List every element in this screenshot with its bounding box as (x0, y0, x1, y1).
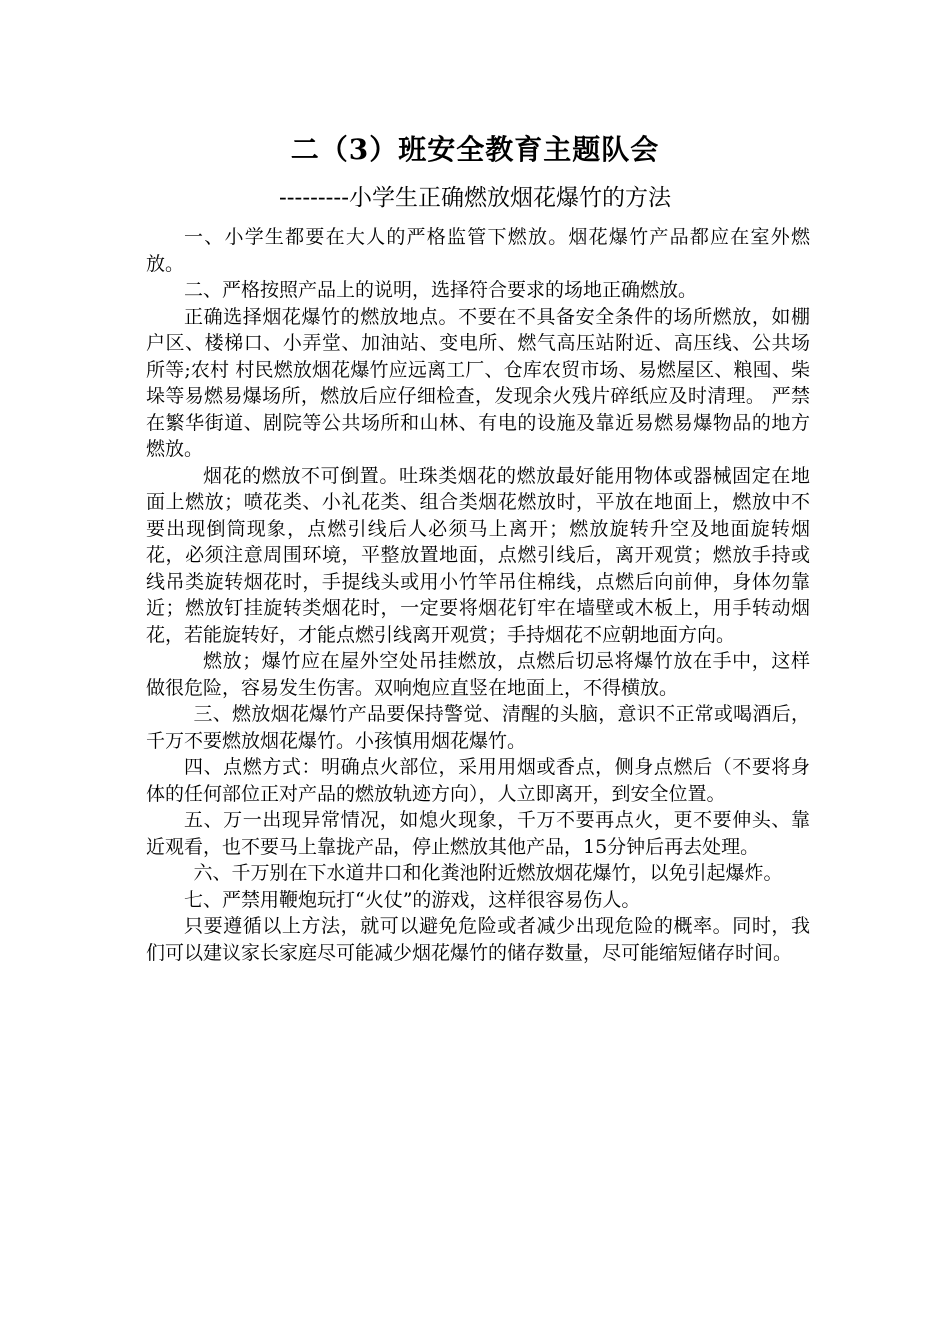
paragraph-4: 烟花的燃放不可倒置。吐珠类烟花的燃放最好能用物体或器械固定在地面上燃放；喷花类、小礼花类、组合类烟花燃放时，平放在地面上，燃放中不要出现倒筒现象，点燃引线后人必须马上离开；燃放旋转升空及地面旋转烟花，必须注意周围环境，平整放置地面，点燃引线后，离开观赏；燃放手持或线吊类旋转烟花时，手提线头或用小竹竿吊住棉线，点燃后向前伸，身体勿靠近；燃放钉挂旋转类烟花时，一定要将烟花钉牢在墙壁或木板上，用手转动烟花，若能旋转好，才能点燃引线离开观赏；手持烟花不应朝地面方向。 (146, 464, 810, 646)
paragraph-8: 五、万一出现异常情况，如熄火现象，千万不要再点火，更不要伸头、靠近观看，也不要马上靠拢产品，停止燃放其他产品，15分钟后再去处理。 (146, 809, 810, 858)
paragraph-9: 六、千万别在下水道井口和化粪池附近燃放烟花爆竹，以免引起爆炸。 (193, 862, 783, 884)
document-body (146, 224, 810, 966)
paragraph-6: 三、燃放烟花爆竹产品要保持警觉、清醒的头脑，意识不正常或喝酒后，千万不要燃放烟花爆竹。小孩慎用烟花爆竹。 (146, 703, 810, 752)
paragraph-11: 只要遵循以上方法，就可以避免危险或者减少出现危险的概率。同时，我们可以建议家长家庭尽可能减少烟花爆竹的储存数量，尽可能缩短储存时间。 (146, 915, 810, 964)
paragraph-10: 七、严禁用鞭炮玩打“火仗”的游戏，这样很容易伤人。 (184, 888, 641, 911)
paragraph-2: 二、严格按照产品上的说明，选择符合要求的场地正确燃放。 (184, 279, 698, 301)
page-title: 二（3）班安全教育主题队会 (290, 133, 660, 166)
page-subtitle: ---------小学生正确燃放烟花爆竹的方法 (279, 185, 671, 211)
paragraph-5: 燃放；爆竹应在屋外空处吊挂燃放，点燃后切忌将爆竹放在手中，这样做很危险，容易发生伤害。双响炮应直竖在地面上，不得横放。 (146, 650, 810, 699)
paragraph-3: 正确选择烟花爆竹的燃放地点。不要在不具备安全条件的场所燃放，如棚户区、楼梯口、小弄堂、加油站、变电所、燃气高压站附近、高压线、公共场所等;农村 村民燃放烟花爆竹应远离工厂、仓库农贸市场、易燃屋区、粮囤、柴 垛等易燃易爆场所，燃放后应仔细检查，发现余火残片碎纸应及时清理。 严禁在繁华街道、剧院等公共场所和山林、有电的设施及靠近易燃易爆物品的地方燃放。 (146, 305, 810, 460)
paragraph-1: 一、小学生都要在大人的严格监管下燃放。烟花爆竹产品都应在室外燃放。 (146, 226, 810, 275)
paragraph-7: 四、点燃方式：明确点火部位，采用用烟或香点，侧身点燃后（不要将身体的任何部位正对产品的燃放轨迹方向），人立即离开，到安全位置。 (146, 756, 810, 805)
